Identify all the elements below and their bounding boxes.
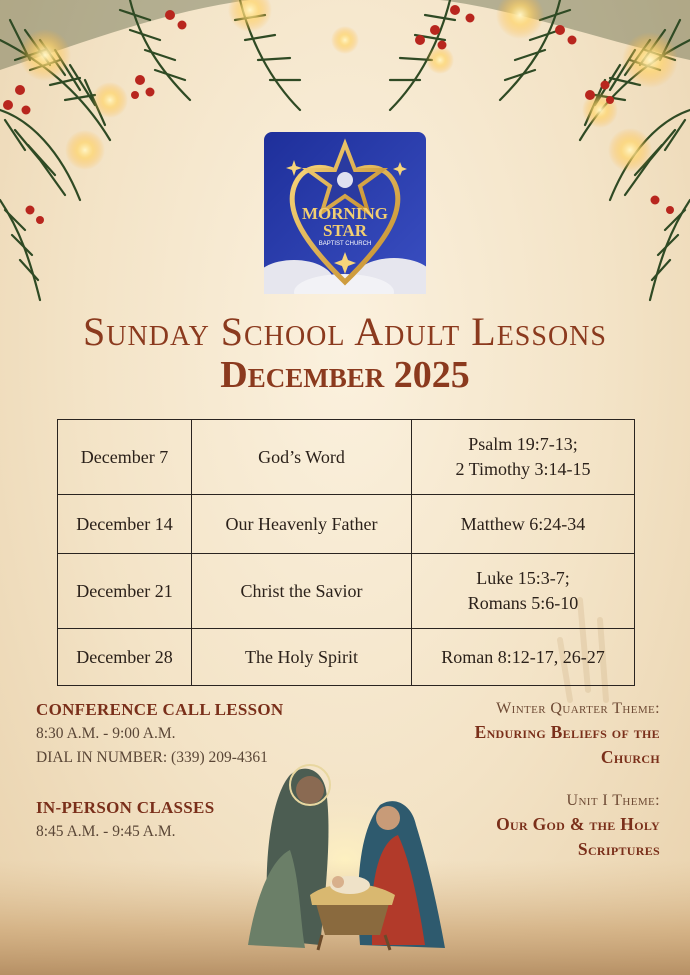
lesson-topic: Our Heavenly Father [192, 495, 412, 554]
lesson-scripture [412, 495, 635, 554]
page-title: Sunday School Adult Lessons [83, 309, 607, 354]
scripture-line: Roman 8:12-17, 26-27 [441, 646, 605, 667]
conference-dial-number: DIAL IN NUMBER: (339) 209-4361 [36, 749, 268, 766]
page-subtitle: December 2025 [220, 354, 470, 396]
lesson-topic: Christ the Savior [192, 554, 412, 629]
lesson-date: December 21 [58, 554, 192, 629]
table-row [58, 420, 635, 495]
conference-time: 8:30 A.M. - 9:00 A.M. [36, 725, 176, 742]
logo-name-line2: STAR [322, 221, 368, 240]
table-row [58, 629, 635, 686]
lesson-topic: The Holy Spirit [192, 629, 412, 686]
unit-theme-label: Unit I Theme: [566, 792, 660, 809]
lesson-date: December 14 [58, 495, 192, 554]
scripture-line: Romans 5:6-10 [467, 593, 579, 613]
conference-heading: CONFERENCE CALL LESSON [36, 700, 284, 719]
lesson-topic: God’s Word [192, 420, 412, 495]
table-row [58, 554, 635, 629]
scripture-line: Psalm 19:7-13; [468, 434, 578, 454]
logo-name-line1: MORNING [302, 204, 388, 223]
unit-theme-line2: Scriptures [577, 839, 660, 859]
schedule-info [36, 700, 336, 844]
winter-theme-line2: Church [600, 747, 660, 767]
table-row [58, 495, 635, 554]
themes-info [360, 700, 660, 862]
scripture-line: Matthew 6:24-34 [460, 513, 586, 534]
winter-theme-label: Winter Quarter Theme: [496, 700, 660, 717]
scripture-line: Luke 15:3-7; [476, 568, 570, 588]
lesson-scripture [412, 629, 635, 686]
lesson-date: December 28 [58, 629, 192, 686]
unit-theme-line1: Our God & the Holy [496, 814, 660, 834]
lesson-date: December 7 [58, 420, 192, 495]
lesson-scripture [412, 420, 635, 495]
lesson-scripture [412, 554, 635, 629]
in-person-heading: IN-PERSON CLASSES [36, 798, 215, 817]
in-person-time: 8:45 A.M. - 9:45 A.M. [36, 823, 176, 840]
lessons-table [57, 419, 635, 686]
church-logo [264, 132, 426, 294]
logo-name-line3: BAPTIST CHURCH [318, 241, 372, 247]
winter-theme-line1: Enduring Beliefs of the [474, 722, 660, 742]
scripture-line: 2 Timothy 3:14-15 [455, 459, 591, 479]
